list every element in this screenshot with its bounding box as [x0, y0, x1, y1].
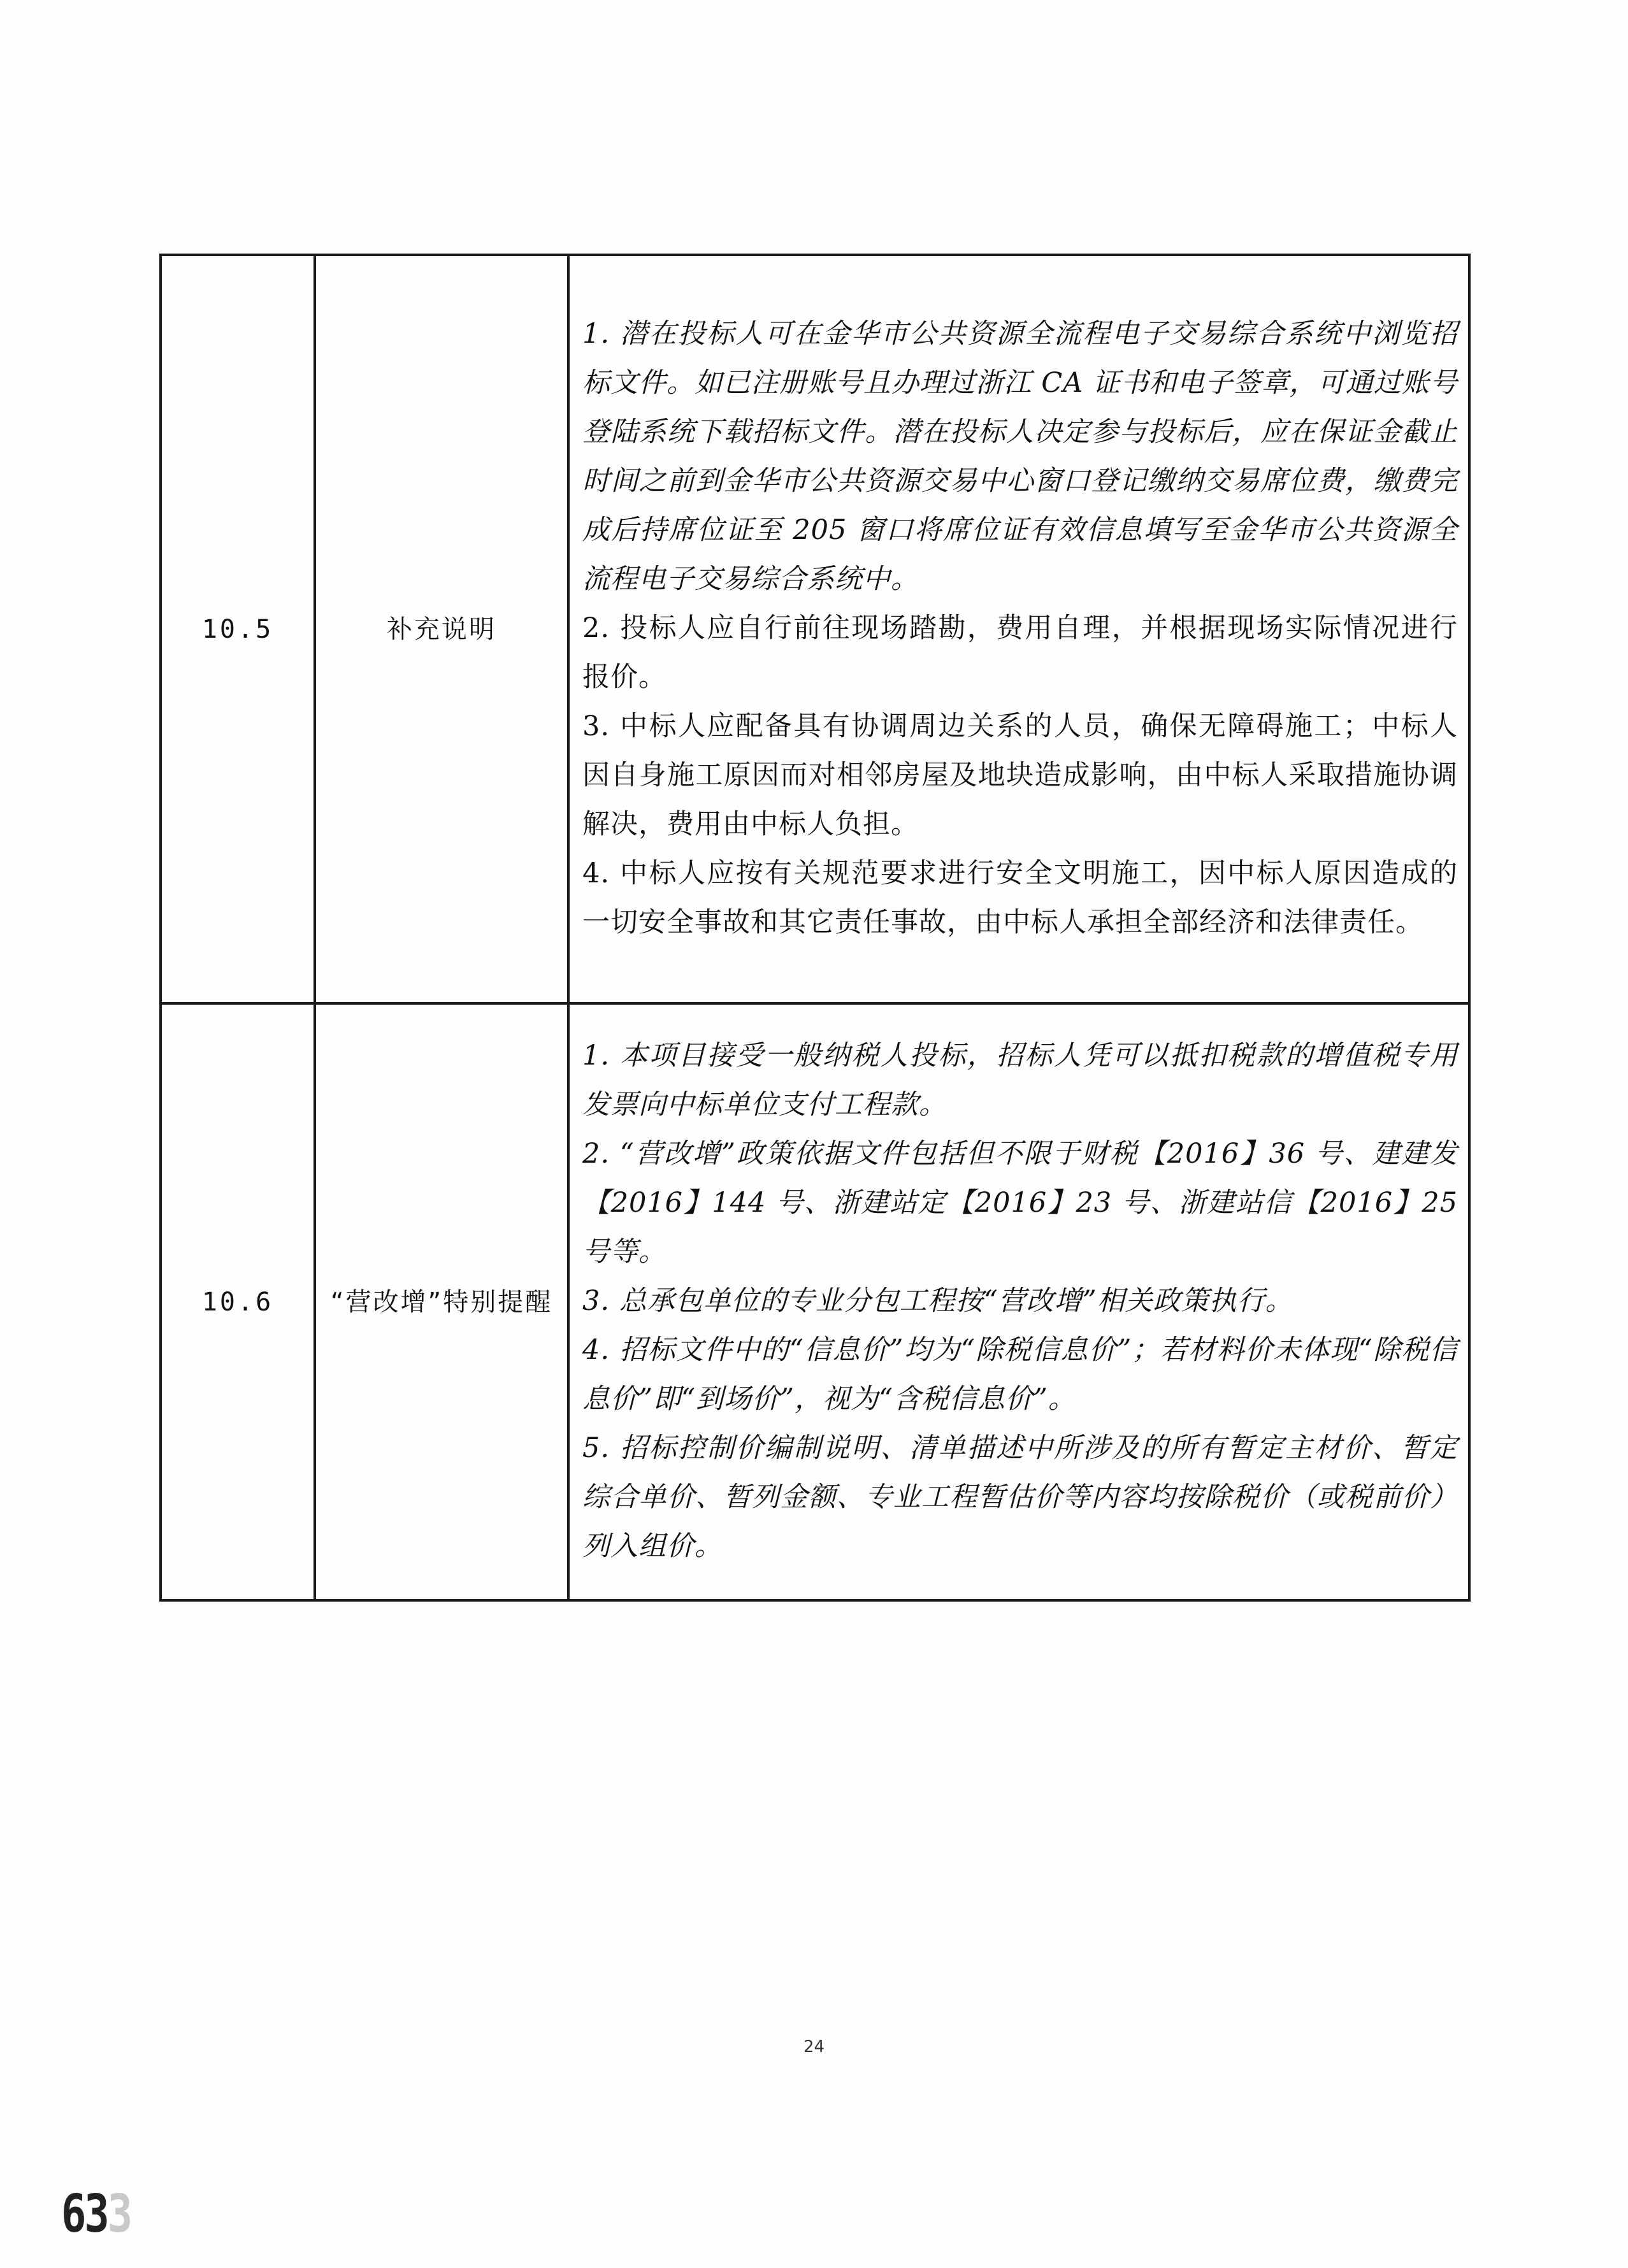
requirements-table	[159, 254, 1471, 1602]
table-row	[161, 1003, 1469, 1600]
row-content	[568, 255, 1469, 1003]
table-row	[161, 255, 1469, 1003]
row-number: 10.5	[161, 255, 315, 1003]
stamp-faint-digit: 3	[107, 2184, 131, 2244]
row-number: 10.6	[161, 1003, 315, 1600]
row-item: 补充说明	[315, 255, 568, 1003]
paragraph: 4. 中标人应按有关规范要求进行安全文明施工，因中标人原因造成的一切安全事故和其它责任事故，由中标人承担全部经济和法律责任。	[582, 858, 1458, 938]
paragraph: 1. 潜在投标人可在金华市公共资源全流程电子交易综合系统中浏览招标文件。如已注册账号且办理过浙江 CA 证书和电子签章，可通过账号登陆系统下载招标文件。潜在投标人决定参与投标后，应在保证金截止时间之前到金华市公共资源交易中心窗口登记缴纳交易席位费，缴费完成后持席位证至 205 窗口将席位证有效信息填写至金华市公共资源全流程电子交易综合系统中。	[582, 318, 1458, 595]
paragraph: 2. “营改增”政策依据文件包括但不限于财税【2016】36 号、建建发【2016】144 号、浙建站定【2016】23 号、浙建站信【2016】25 号等。	[582, 1138, 1458, 1268]
row-content	[568, 1003, 1469, 1600]
page-number: 24	[803, 2037, 825, 2056]
paragraph: 3. 总承包单位的专业分包工程按“营改增”相关政策执行。	[582, 1285, 1293, 1317]
stamp-number: 63	[61, 2184, 108, 2244]
row-item: “营改增”特别提醒	[315, 1003, 568, 1600]
paragraph: 3. 中标人应配备具有协调周边关系的人员，确保无障碍施工；中标人因自身施工原因而对相邻房屋及地块造成影响，由中标人采取措施协调解决，费用由中标人负担。	[582, 710, 1458, 840]
paragraph: 2. 投标人应自行前往现场踏勘，费用自理，并根据现场实际情况进行报价。	[582, 612, 1458, 693]
paragraph: 1. 本项目接受一般纳税人投标，招标人凭可以抵扣税款的增值税专用发票向中标单位支付工程款。	[582, 1040, 1458, 1121]
paragraph: 4. 招标文件中的“信息价”均为“除税信息价”；若材料价未体现“除税信息价”即“到场价”，视为“含税信息价”。	[582, 1334, 1458, 1415]
paragraph: 5. 招标控制价编制说明、清单描述中所涉及的所有暂定主材价、暂定综合单价、暂列金额、专业工程暂估价等内容均按除税价（或税前价）列入组价。	[582, 1432, 1458, 1562]
page-stamp	[61, 2184, 131, 2244]
